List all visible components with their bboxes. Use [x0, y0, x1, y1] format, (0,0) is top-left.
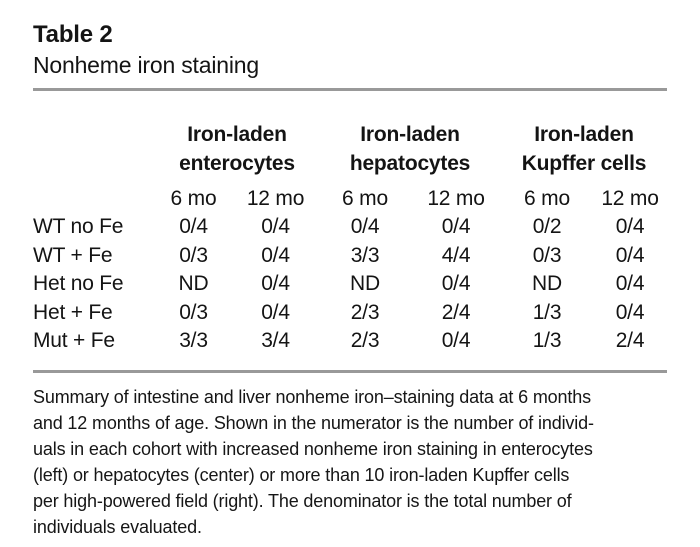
data-cell: 3/3 [350, 243, 380, 267]
data-cell: 0/4 [615, 272, 645, 295]
data-cell: 0/4 [179, 215, 208, 238]
column-group-header-hepatocytes [319, 119, 501, 184]
data-cell: 0/4 [615, 215, 645, 238]
data-cell: 1/3 [532, 300, 562, 324]
data-cell: 2/4 [615, 329, 645, 352]
data-table [33, 119, 667, 356]
row-label: Mut + Fe [33, 329, 115, 352]
subcolumn-header: 6 mo [524, 187, 570, 210]
data-cell: 0/3 [532, 243, 562, 267]
row-label: WT no Fe [33, 215, 124, 238]
header-spacer [33, 119, 155, 184]
header-spacer [33, 184, 155, 213]
footnote-line: (left) or hepatocytes (center) or more than 10 iron-laden Kupffer cells [33, 464, 570, 485]
table-subtitle: Nonheme iron staining [33, 52, 259, 78]
footnote-line: and 12 months of age. Shown in the numerator is the number of individ- [33, 412, 594, 433]
group-header-line1: Iron-laden [187, 123, 287, 146]
data-cell: 0/4 [261, 243, 290, 267]
data-cell: 3/3 [179, 329, 208, 352]
data-cell: 2/3 [350, 329, 380, 352]
footnote-line: per high-powered field (right). The denominator is the total number of [33, 490, 572, 511]
data-cell: 0/2 [532, 215, 562, 238]
row-label: Het + Fe [33, 300, 113, 324]
subcolumn-header: 12 mo [427, 187, 485, 210]
data-cell: 4/4 [441, 243, 471, 267]
group-header-line2: enterocytes [179, 152, 295, 175]
data-cell: 0/4 [615, 300, 645, 324]
data-cell: ND [532, 272, 562, 295]
row-label: Het no Fe [33, 272, 124, 295]
group-header-line1: Iron-laden [360, 123, 460, 146]
group-header-line2: hepatocytes [349, 152, 471, 175]
data-cell: 1/3 [532, 329, 562, 352]
data-cell: 2/3 [350, 300, 380, 324]
row-label: WT + Fe [33, 243, 113, 267]
top-rule [33, 88, 667, 91]
table-footnote [33, 384, 667, 540]
data-cell: 0/4 [261, 272, 290, 295]
data-cell: 0/4 [441, 272, 471, 295]
data-cell: ND [178, 272, 209, 295]
group-header-line2: Kupffer cells [521, 152, 647, 175]
bottom-rule [33, 370, 667, 373]
data-cell: 2/4 [441, 300, 471, 324]
data-cell: 0/4 [261, 215, 290, 238]
subcolumn-header: 12 mo [601, 187, 659, 210]
data-cell: 0/4 [441, 215, 471, 238]
subcolumn-header: 6 mo [342, 187, 388, 210]
group-header-line1: Iron-laden [534, 123, 634, 146]
data-cell: 0/4 [350, 215, 380, 238]
data-cell: 0/4 [615, 243, 645, 267]
footnote-line: uals in each cohort with increased nonheme iron staining in enterocytes [33, 438, 593, 459]
data-cell: 0/4 [261, 300, 290, 324]
data-cell: 0/4 [441, 329, 471, 352]
data-cell: 0/3 [179, 243, 208, 267]
column-group-header-enterocytes [155, 119, 319, 184]
data-cell: 3/4 [261, 329, 290, 352]
subcolumn-header: 6 mo [170, 187, 217, 210]
table-title: Table 2 [33, 21, 113, 48]
footnote-line: individuals evaluated. [33, 516, 202, 537]
column-group-header-kupffer-cells [501, 119, 667, 184]
footnote-line: Summary of intestine and liver nonheme iron–staining data at 6 months [33, 386, 591, 407]
subcolumn-header: 12 mo [246, 187, 305, 210]
data-cell: 0/3 [179, 300, 208, 324]
data-cell: ND [350, 272, 380, 295]
